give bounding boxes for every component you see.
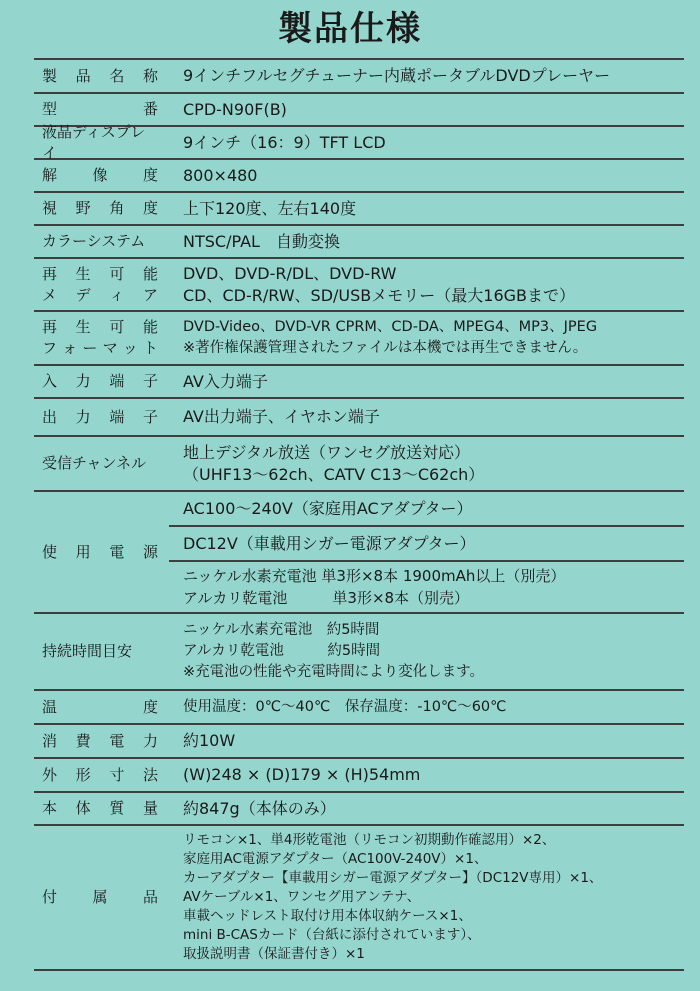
spec-row-consumption xyxy=(34,723,684,757)
spec-row-product-name xyxy=(34,58,684,92)
label-line: 持続時間目安 xyxy=(42,642,133,660)
spec-row-output xyxy=(34,397,684,435)
value-line: DVD-Video、DVD-VR CPRM、CD-DA、MPEG4、MP3、JPEG xyxy=(183,319,598,335)
spec-row-viewing-angle xyxy=(34,191,684,224)
label-line: カラーシステム xyxy=(42,232,146,250)
spec-label xyxy=(34,94,169,125)
spec-table xyxy=(34,58,684,971)
label-line: 本 体 質 量 xyxy=(42,799,158,817)
spec-row-input xyxy=(34,364,684,397)
label-line: 温 度 xyxy=(42,697,158,716)
spec-label xyxy=(34,193,169,224)
value-line: mini B-CASカード（台紙に添付されています）、 xyxy=(183,927,481,943)
spec-row-temperature xyxy=(34,689,684,723)
spec-row-accessories xyxy=(34,824,684,971)
value-line: AC100～240V（家庭用ACアダプター） xyxy=(183,498,473,518)
value-line: NTSC/PAL 自動変換 xyxy=(183,231,340,251)
spec-value xyxy=(169,437,684,490)
value-line: 9インチフルセグチューナー内蔵ポータブルDVDプレーヤー xyxy=(183,66,611,85)
value-line: CD、CD-R/RW、SD/USBメモリー（最大16GBまで） xyxy=(183,285,576,305)
spec-value xyxy=(169,60,684,92)
power-ac xyxy=(183,492,684,525)
label-line: 再 生 可 能 xyxy=(42,264,158,283)
label-line: 解 像 度 xyxy=(42,166,158,184)
spec-value xyxy=(169,691,684,723)
spec-value xyxy=(169,725,684,757)
label-line: 製 品 名 称 xyxy=(42,66,158,85)
spec-row-format xyxy=(34,310,684,364)
value-line: 車載ヘッドレスト取付け用本体収納ケース×1、 xyxy=(183,908,472,924)
value-line: 使用温度：0℃～40℃ 保存温度：-10℃～60℃ xyxy=(183,698,507,715)
label-line: 使 用 電 源 xyxy=(42,542,158,561)
value-line: ※充電池の性能や充電時間により変化します。 xyxy=(183,664,484,680)
value-line: リモコン×1、単4形乾電池（リモコン初期動作確認用）×2、 xyxy=(183,832,556,848)
spec-row-display xyxy=(34,122,684,162)
power-battery xyxy=(169,560,684,612)
value-line: AV入力端子 xyxy=(183,371,268,391)
label-line: フ ォ ー マ ッ ト xyxy=(42,339,158,357)
label-line: 付 属 品 xyxy=(42,888,158,906)
value-line: 地上デジタル放送（ワンセグ放送対応） xyxy=(183,442,471,462)
spec-value xyxy=(169,259,684,310)
spec-label xyxy=(34,226,169,257)
value-line: 800×480 xyxy=(183,165,258,185)
label-line: 液晶ディスプレイ xyxy=(42,122,146,162)
power-dc xyxy=(169,525,684,560)
label-line: 受信チャンネル xyxy=(42,454,147,472)
value-line: 9インチ（16：9）TFT LCD xyxy=(183,132,386,152)
label-line: 型 番 xyxy=(42,100,158,118)
value-line: アルカリ乾電池 約5時間 xyxy=(183,643,381,659)
spec-label xyxy=(34,122,169,162)
spec-row-resolution xyxy=(34,158,684,191)
value-line: 約10W xyxy=(183,731,236,750)
spec-value xyxy=(169,793,684,824)
label-line: 再 生 可 能 xyxy=(42,318,158,336)
value-line: DC12V（車載用シガー電源アダプター） xyxy=(183,533,476,553)
spec-label xyxy=(34,793,169,824)
spec-value xyxy=(169,614,684,689)
label-line: 外 形 寸 法 xyxy=(42,765,158,784)
value-line: アルカリ乾電池 単3形×8本（別売） xyxy=(183,589,470,607)
spec-label xyxy=(34,437,169,490)
spec-value xyxy=(169,94,684,125)
spec-label xyxy=(34,160,169,191)
spec-label xyxy=(34,826,169,969)
value-line: ※著作権保護管理されたファイルは本機では再生できません。 xyxy=(183,340,588,356)
value-line: ニッケル水素充電池 約5時間 xyxy=(183,622,380,638)
value-line: ニッケル水素充電池 単3形×8本 1900mAh以上（別売） xyxy=(183,567,566,585)
spec-label xyxy=(34,259,169,310)
value-line: 取扱説明書（保証書付き）×1 xyxy=(183,946,365,962)
spec-label xyxy=(34,492,169,612)
spec-row-color-system xyxy=(34,224,684,257)
spec-value xyxy=(169,399,684,435)
spec-row-power xyxy=(34,490,684,612)
spec-label xyxy=(34,691,169,723)
spec-value xyxy=(169,826,684,969)
spec-row-media xyxy=(34,257,684,310)
page-title: 製品仕様 xyxy=(278,9,422,49)
spec-row-model xyxy=(34,92,684,125)
label-line: 視 野 角 度 xyxy=(42,199,158,217)
spec-value xyxy=(169,366,684,397)
label-line: メ デ ィ ア xyxy=(42,285,158,304)
spec-label xyxy=(34,312,169,364)
value-line: カーアダプター【車載用シガー電源アダプター】（DC12V専用）×1、 xyxy=(183,870,603,886)
spec-label xyxy=(34,614,169,689)
value-line: AV出力端子、イヤホン端子 xyxy=(183,407,380,426)
spec-label xyxy=(34,60,169,92)
spec-value xyxy=(169,226,684,257)
value-line: (W)248 × (D)179 × (H)54mm xyxy=(183,765,421,784)
label-line: 消 費 電 力 xyxy=(42,731,158,750)
spec-label xyxy=(34,399,169,435)
value-line: DVD、DVD-R/DL、DVD-RW xyxy=(183,263,397,283)
value-line: AVケーブル×1、ワンセグ用アンテナ、 xyxy=(183,889,421,905)
spec-row-dimensions xyxy=(34,757,684,791)
spec-value xyxy=(169,312,684,364)
spec-row-weight xyxy=(34,791,684,824)
spec-value xyxy=(169,759,684,791)
spec-value xyxy=(169,492,684,612)
spec-row-channel xyxy=(34,435,684,490)
spec-label xyxy=(34,725,169,757)
label-line: 入 力 端 子 xyxy=(42,372,158,390)
spec-label xyxy=(34,366,169,397)
value-line: 家庭用AC電源アダプター（AC100V-240V）×1、 xyxy=(183,851,488,867)
value-line: 上下120度、左右140度 xyxy=(183,198,357,218)
value-line: CPD-N90F(B) xyxy=(183,99,287,119)
spec-value xyxy=(169,160,684,191)
value-line: （UHF13～62ch、CATV C13～C62ch） xyxy=(183,464,485,484)
spec-value xyxy=(169,127,684,158)
label-line: 出 力 端 子 xyxy=(42,407,158,426)
spec-value xyxy=(169,193,684,224)
spec-label xyxy=(34,759,169,791)
value-line: 約847g（本体のみ） xyxy=(183,798,336,818)
spec-row-duration xyxy=(34,612,684,689)
